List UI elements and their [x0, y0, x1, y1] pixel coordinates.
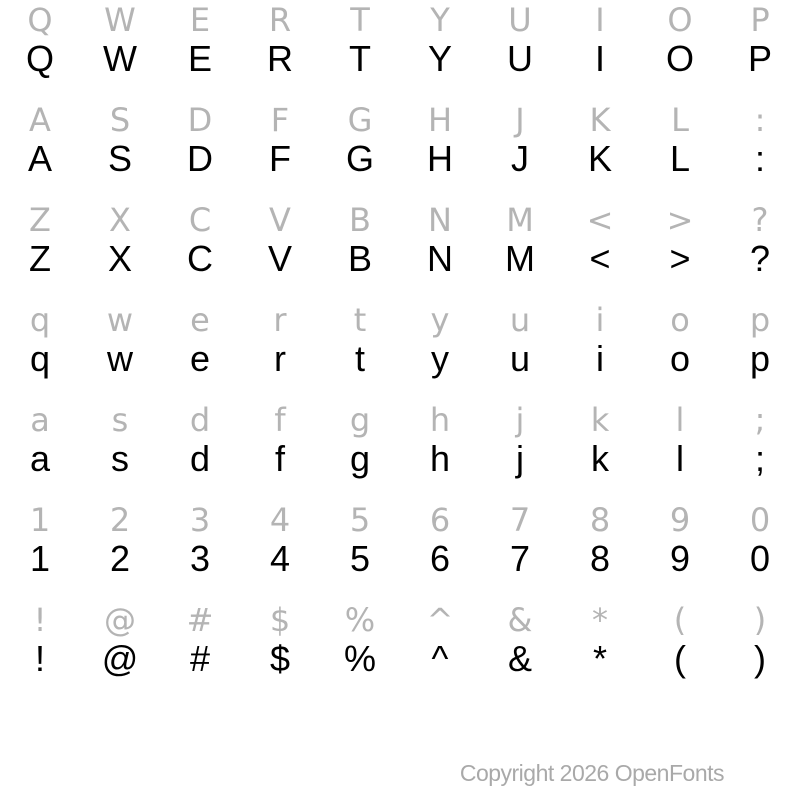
glyph-row-pair-symbols-row — [0, 600, 800, 700]
preview-glyph: D — [187, 138, 213, 179]
reference-glyph: Q — [27, 1, 53, 39]
reference-glyph: 5 — [349, 501, 371, 539]
preview-glyph: ? — [749, 238, 771, 279]
preview-glyph: E — [187, 38, 212, 79]
reference-row — [0, 500, 800, 540]
preview-glyph: 8 — [589, 538, 611, 579]
preview-glyph: ; — [754, 438, 765, 479]
reference-glyph: 0 — [749, 501, 771, 539]
preview-glyph: 5 — [349, 538, 371, 579]
reference-glyph: r — [273, 301, 287, 339]
preview-glyph: t — [354, 338, 365, 379]
preview-glyph: % — [343, 638, 376, 679]
preview-glyph: s — [111, 438, 129, 479]
preview-glyph: f — [274, 438, 285, 479]
reference-row — [0, 100, 800, 140]
reference-glyph: N — [428, 201, 452, 239]
preview-glyph: 7 — [509, 538, 531, 579]
preview-glyph: a — [29, 438, 51, 479]
reference-glyph: ^ — [426, 601, 454, 639]
preview-glyph: : — [754, 138, 765, 179]
preview-glyph: 0 — [749, 538, 771, 579]
reference-glyph: 1 — [29, 501, 51, 539]
reference-glyph: h — [429, 401, 451, 439]
reference-glyph: e — [190, 301, 210, 339]
reference-glyph: X — [109, 201, 131, 239]
reference-glyph: k — [590, 401, 610, 439]
reference-glyph: P — [750, 1, 770, 39]
reference-glyph: H — [427, 101, 453, 139]
preview-glyph: # — [189, 638, 211, 679]
reference-glyph: $ — [269, 601, 291, 639]
preview-row — [0, 440, 800, 500]
reference-glyph: T — [350, 1, 370, 39]
preview-glyph: A — [27, 138, 52, 179]
reference-glyph: 3 — [189, 501, 211, 539]
preview-glyph: T — [349, 38, 371, 79]
preview-row — [0, 240, 800, 300]
preview-glyph: W — [103, 38, 137, 79]
preview-glyph: o — [669, 338, 691, 379]
glyph-row-pair-digits-row — [0, 500, 800, 600]
reference-glyph: t — [353, 301, 367, 339]
reference-glyph: E — [189, 1, 211, 39]
reference-row — [0, 400, 800, 440]
preview-glyph: O — [665, 38, 694, 79]
preview-glyph: * — [592, 638, 607, 679]
preview-glyph: J — [511, 138, 529, 179]
reference-glyph: M — [506, 201, 534, 239]
reference-glyph: Y — [430, 1, 450, 39]
reference-glyph: Z — [29, 201, 51, 239]
reference-glyph: O — [667, 1, 693, 39]
reference-glyph: ; — [754, 401, 766, 439]
reference-glyph: p — [749, 301, 771, 339]
reference-row — [0, 200, 800, 240]
preview-row — [0, 40, 800, 100]
glyph-row-pair-lowercase-home-row — [0, 400, 800, 500]
reference-glyph: 6 — [429, 501, 451, 539]
reference-glyph: 2 — [109, 501, 131, 539]
reference-glyph: < — [586, 201, 614, 239]
preview-glyph: h — [429, 438, 451, 479]
preview-glyph: C — [187, 238, 213, 279]
preview-glyph: S — [107, 138, 132, 179]
reference-glyph: L — [671, 101, 689, 139]
reference-glyph: o — [670, 301, 690, 339]
reference-glyph: @ — [104, 601, 136, 639]
preview-glyph: I — [594, 38, 605, 79]
glyph-row-pair-lowercase-top-row — [0, 300, 800, 400]
reference-glyph: % — [344, 601, 376, 639]
reference-glyph: ? — [751, 201, 769, 239]
reference-glyph: * — [592, 601, 608, 639]
preview-glyph: Q — [25, 38, 54, 79]
reference-glyph: y — [430, 301, 450, 339]
reference-glyph: i — [595, 301, 605, 339]
reference-glyph: B — [349, 201, 371, 239]
reference-glyph: w — [106, 301, 134, 339]
reference-glyph: & — [507, 601, 533, 639]
preview-glyph: ^ — [431, 638, 449, 679]
preview-glyph: G — [345, 138, 374, 179]
reference-glyph: J — [515, 101, 525, 139]
copyright-text: Copyright 2026 OpenFonts — [459, 760, 724, 786]
reference-glyph: G — [347, 101, 373, 139]
reference-glyph: > — [666, 201, 694, 239]
preview-glyph: ) — [754, 638, 766, 679]
reference-glyph: 7 — [509, 501, 531, 539]
reference-glyph: g — [349, 401, 371, 439]
preview-row — [0, 540, 800, 600]
reference-row — [0, 0, 800, 40]
preview-glyph: Y — [427, 38, 452, 79]
preview-glyph: N — [427, 238, 453, 279]
reference-glyph: D — [187, 101, 213, 139]
preview-glyph: y — [431, 338, 449, 379]
preview-glyph: & — [507, 638, 532, 679]
reference-glyph: U — [508, 1, 532, 39]
preview-glyph: B — [347, 238, 372, 279]
preview-glyph: > — [669, 238, 691, 279]
preview-glyph: < — [589, 238, 611, 279]
reference-glyph: V — [269, 201, 291, 239]
reference-glyph: A — [29, 101, 51, 139]
reference-glyph: q — [29, 301, 51, 339]
preview-glyph: 2 — [109, 538, 131, 579]
reference-glyph: W — [104, 1, 136, 39]
glyph-row-pair-uppercase-top-row — [0, 0, 800, 100]
reference-glyph: l — [675, 401, 685, 439]
preview-glyph: r — [274, 338, 286, 379]
glyph-row-pair-uppercase-bottom-row — [0, 200, 800, 300]
reference-glyph: 9 — [669, 501, 691, 539]
preview-glyph: j — [516, 438, 524, 479]
preview-glyph: 6 — [429, 538, 451, 579]
glyph-row-pair-uppercase-home-row — [0, 100, 800, 200]
preview-glyph: M — [505, 238, 535, 279]
reference-glyph: 4 — [269, 501, 291, 539]
preview-glyph: V — [267, 238, 292, 279]
reference-glyph: j — [515, 401, 525, 439]
reference-glyph: K — [589, 101, 611, 139]
reference-row — [0, 300, 800, 340]
reference-row — [0, 600, 800, 640]
preview-glyph: R — [267, 38, 293, 79]
reference-glyph: # — [186, 601, 214, 639]
preview-glyph: ! — [34, 638, 45, 679]
preview-glyph: k — [591, 438, 609, 479]
reference-glyph: d — [189, 401, 211, 439]
preview-row — [0, 140, 800, 200]
reference-glyph: a — [30, 401, 50, 439]
preview-row — [0, 340, 800, 400]
preview-glyph: 4 — [269, 538, 291, 579]
preview-glyph: 3 — [189, 538, 211, 579]
reference-glyph: S — [109, 101, 131, 139]
reference-glyph: 8 — [589, 501, 611, 539]
preview-glyph: H — [427, 138, 453, 179]
preview-glyph: l — [676, 438, 684, 479]
reference-glyph: s — [111, 401, 129, 439]
preview-glyph: 1 — [29, 538, 51, 579]
reference-glyph: F — [270, 101, 290, 139]
preview-glyph: q — [29, 338, 51, 379]
preview-glyph: i — [596, 338, 604, 379]
preview-glyph: U — [507, 38, 533, 79]
preview-glyph: g — [349, 438, 371, 479]
preview-glyph: d — [189, 438, 211, 479]
preview-glyph: P — [747, 38, 772, 79]
reference-glyph: ) — [753, 601, 767, 639]
preview-row — [0, 640, 800, 700]
reference-glyph: I — [595, 1, 605, 39]
reference-glyph: C — [188, 201, 212, 239]
preview-glyph: $ — [269, 638, 291, 679]
preview-glyph: Z — [29, 238, 51, 279]
preview-glyph: K — [587, 138, 612, 179]
reference-glyph: ! — [33, 601, 47, 639]
preview-glyph: p — [749, 338, 771, 379]
preview-glyph: ( — [674, 638, 686, 679]
reference-glyph: : — [754, 101, 766, 139]
preview-glyph: X — [107, 238, 132, 279]
preview-glyph: L — [669, 138, 691, 179]
preview-glyph: @ — [101, 638, 139, 679]
preview-glyph: F — [269, 138, 291, 179]
preview-glyph: u — [509, 338, 531, 379]
reference-glyph: f — [274, 401, 286, 439]
preview-glyph: w — [107, 338, 133, 379]
reference-glyph: ( — [673, 601, 687, 639]
reference-glyph: R — [268, 1, 292, 39]
preview-glyph: 9 — [669, 538, 691, 579]
preview-glyph: e — [189, 338, 211, 379]
reference-glyph: u — [509, 301, 531, 339]
